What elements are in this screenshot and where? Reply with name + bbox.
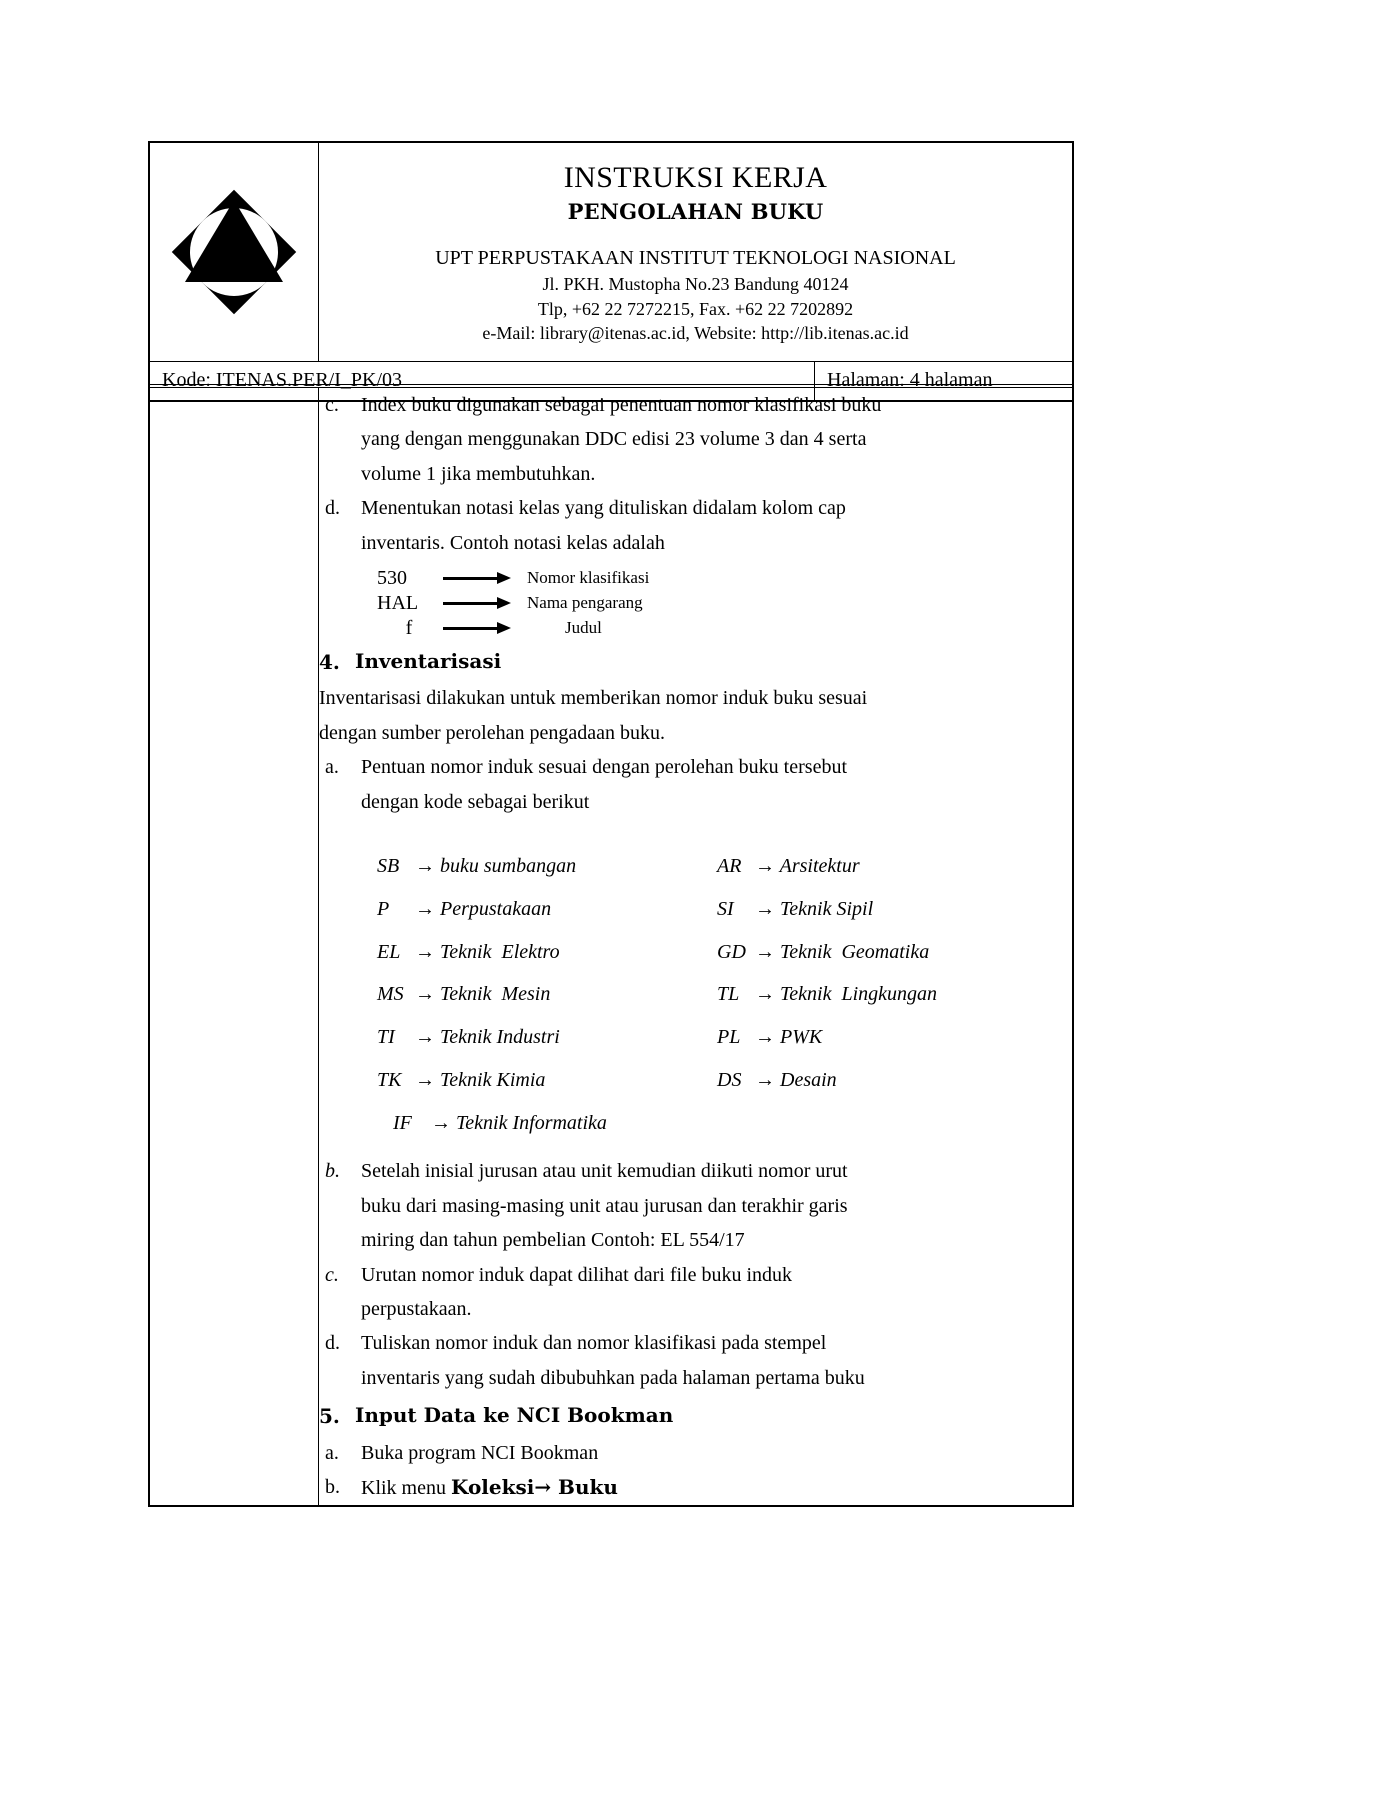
- list-item: [319, 1154, 1072, 1257]
- abbreviation-right: [717, 1059, 1057, 1102]
- list-text: [361, 1470, 1072, 1505]
- abbreviation-left: [377, 1016, 717, 1059]
- abbrev-text: Perpustakaan: [440, 897, 552, 920]
- text-line: Index buku digunakan sebagai penentuan nomor klasifikasi buku: [361, 394, 882, 416]
- abbreviation-left: [377, 931, 717, 974]
- abbrev-code: DS: [717, 1068, 742, 1091]
- list-item: [319, 388, 1072, 491]
- abbreviation-row: [377, 845, 1072, 888]
- list-item: [319, 1470, 1072, 1505]
- abbrev-text: Teknik Elektro: [440, 940, 560, 963]
- document-body-frame: [148, 384, 1074, 1507]
- abbrev-code: SB: [377, 854, 400, 877]
- list-marker: a.: [325, 756, 339, 779]
- abbrev-arrow-icon: →: [755, 854, 775, 877]
- abbrev-arrow-icon: →: [755, 983, 775, 1006]
- abbreviation-left: [377, 1059, 717, 1102]
- text-line: inventaris. Contoh notasi kelas adalah: [361, 531, 665, 554]
- abbreviation-left: [377, 973, 717, 1016]
- document-title: INSTRUKSI KERJA: [563, 161, 828, 195]
- text-line: miring dan tahun pembelian Contoh: EL 554/17: [361, 1229, 745, 1252]
- list-text: [361, 388, 1072, 491]
- abbrev-arrow-icon: →: [415, 1026, 435, 1049]
- text-line: Urutan nomor induk dapat dilihat dari file buku induk: [361, 1263, 793, 1286]
- abbrev-arrow-icon: →: [755, 1068, 775, 1091]
- menu-path-value: Koleksi→ Buku: [451, 1475, 618, 1499]
- notation-value: Nama pengarang: [527, 593, 643, 613]
- abbrev-code: TK: [377, 1068, 402, 1091]
- list-item: [319, 750, 1072, 819]
- list-item: [319, 1326, 1072, 1395]
- section-heading: [319, 1399, 1072, 1433]
- abbrev-arrow-icon: →: [755, 940, 775, 963]
- abbrev-code: IF: [393, 1111, 412, 1134]
- document-header-table: [149, 142, 1073, 362]
- organization-name: UPT PERPUSTAKAAN INSTITUT TEKNOLOGI NASIONAL: [435, 247, 956, 270]
- document-body-table: [149, 387, 1073, 1506]
- list-text: Buka program NCI Bookman: [361, 1441, 599, 1464]
- abbrev-arrow-icon: →: [755, 1026, 775, 1049]
- abbrev-code: P: [377, 897, 390, 920]
- abbrev-arrow-icon: →: [415, 854, 435, 877]
- abbreviation-row: [377, 1102, 1072, 1145]
- logo-cell: [150, 143, 319, 362]
- abbrev-text: Desain: [780, 1068, 837, 1091]
- section-number: 5.: [319, 1404, 340, 1429]
- notation-value: Judul: [565, 618, 602, 638]
- list-marker: b.: [325, 1476, 340, 1498]
- abbrev-text: Teknik Informatika: [456, 1111, 607, 1134]
- list-marker: b.: [325, 1160, 340, 1183]
- list-item: [319, 491, 1072, 560]
- notation-key: HAL: [377, 591, 419, 614]
- abbrev-text: Teknik Geomatika: [780, 940, 930, 963]
- abbrev-code: MS: [377, 983, 404, 1006]
- document-frame: [148, 141, 1074, 402]
- notation-row: [377, 566, 1072, 591]
- organization-phone: Tlp, +62 22 7272215, Fax. +62 22 7202892: [537, 298, 854, 319]
- abbrev-arrow-icon: →: [755, 897, 775, 920]
- text-line: Inventarisasi dilakukan untuk memberikan nomor induk buku sesuai: [319, 687, 868, 710]
- abbrev-code: AR: [717, 854, 742, 877]
- header-row: [150, 143, 1073, 362]
- text-line: Menentukan notasi kelas yang dituliskan didalam kolom cap: [361, 497, 846, 520]
- abbreviation-right: [717, 888, 1057, 931]
- document-page-count: Halaman: 4 halaman: [815, 362, 1073, 401]
- itenas-logo-icon: [171, 189, 297, 315]
- abbreviation-right: [717, 973, 1057, 1016]
- abbrev-code: PL: [717, 1026, 741, 1049]
- abbreviation-right: [733, 1102, 1073, 1145]
- text-line: dengan kode sebagai berikut: [361, 790, 590, 813]
- notation-value: Nomor klasifikasi: [527, 568, 650, 588]
- notation-key: 530: [377, 566, 407, 589]
- text-line: yang dengan menggunakan DDC edisi 23 volume 3 dan 4 serta: [361, 428, 867, 451]
- list-text: [361, 750, 1072, 819]
- abbrev-arrow-icon: →: [415, 940, 435, 963]
- arrow-right-icon: [443, 596, 517, 610]
- logo-triangle-shape: [185, 200, 283, 282]
- abbrev-arrow-icon: →: [415, 897, 435, 920]
- abbreviation-right: [717, 931, 1057, 974]
- section-heading: [319, 645, 1072, 679]
- organization-contact: e-Mail: library@itenas.ac.id, Website: http://lib.itenas.ac.id: [482, 322, 909, 343]
- abbreviation-row: [377, 973, 1072, 1016]
- abbrev-text: Arsitektur: [779, 854, 860, 877]
- arrow-right-icon: [443, 571, 517, 585]
- abbreviation-row: [377, 931, 1072, 974]
- document-code: Kode: ITENAS.PER/I_PK/03: [150, 362, 815, 401]
- title-cell: [319, 143, 1073, 362]
- abbreviation-row: [377, 1059, 1072, 1102]
- abbrev-text: Teknik Mesin: [440, 983, 551, 1006]
- section-number: 4.: [319, 649, 340, 674]
- text-line: Setelah inisial jurusan atau unit kemudian diikuti nomor urut: [361, 1160, 848, 1183]
- section-title: Input Data ke NCI Bookman: [355, 1403, 674, 1428]
- text-line: Tuliskan nomor induk dan nomor klasifikasi pada stempel: [361, 1332, 827, 1355]
- abbrev-text: PWK: [780, 1026, 823, 1049]
- abbreviation-right: [717, 845, 1057, 888]
- abbrev-arrow-icon: →: [415, 983, 435, 1006]
- abbrev-code: TL: [717, 983, 740, 1006]
- abbreviation-left: [377, 845, 717, 888]
- abbrev-text: Teknik Industri: [440, 1026, 560, 1049]
- list-marker: a.: [325, 1441, 339, 1464]
- abbreviation-left: [377, 1102, 733, 1145]
- list-text: [361, 1258, 1072, 1327]
- abbreviation-row: [377, 1016, 1072, 1059]
- notation-key: f: [405, 616, 413, 639]
- notation-row: [377, 591, 1072, 616]
- abbrev-code: GD: [717, 940, 746, 963]
- list-text: [361, 1326, 1072, 1395]
- abbrev-arrow-icon: →: [431, 1111, 451, 1134]
- section-title: Inventarisasi: [355, 648, 502, 673]
- arrow-right-icon: [443, 621, 517, 635]
- abbrev-text: buku sumbangan: [440, 854, 577, 877]
- menu-path-prefix: Klik menu: [361, 1477, 451, 1499]
- text-line: buku dari masing-masing unit atau jurusan dan terakhir garis: [361, 1194, 848, 1217]
- notation-row: [377, 616, 1072, 641]
- body-gutter-cell: [150, 388, 319, 1506]
- organization-address: Jl. PKH. Mustopha No.23 Bandung 40124: [542, 274, 849, 295]
- text-line: inventaris yang sudah dibubuhkan pada halaman pertama buku: [361, 1366, 865, 1389]
- list-marker: d.: [325, 497, 340, 520]
- list-marker: d.: [325, 1332, 340, 1355]
- abbrev-text: Teknik Lingkungan: [780, 983, 938, 1006]
- body-row: [150, 388, 1073, 1506]
- list-text: [361, 1154, 1072, 1257]
- section-paragraph: [319, 681, 1072, 750]
- abbrev-code: TI: [377, 1026, 395, 1049]
- abbreviation-right: [717, 1016, 1057, 1059]
- abbrev-code: EL: [377, 940, 401, 963]
- text-line: volume 1 jika membutuhkan.: [361, 462, 596, 485]
- list-marker: c.: [325, 1263, 339, 1286]
- text-line: dengan sumber perolehan pengadaan buku.: [319, 721, 665, 744]
- document-subtitle: PENGOLAHAN BUKU: [567, 199, 824, 225]
- list-item: [319, 1436, 1072, 1470]
- abbreviation-list: [319, 845, 1072, 1145]
- list-item: [319, 1258, 1072, 1327]
- body-content-cell: [319, 388, 1073, 1506]
- list-marker: c.: [325, 394, 339, 416]
- text-line: perpustakaan.: [361, 1298, 472, 1321]
- list-text: [361, 491, 1072, 560]
- abbrev-code: SI: [717, 897, 734, 920]
- abbrev-text: Teknik Kimia: [440, 1068, 546, 1091]
- abbreviation-left: [377, 888, 717, 931]
- text-line: Pentuan nomor induk sesuai dengan perolehan buku tersebut: [361, 756, 847, 779]
- notation-diagram: [319, 566, 1072, 641]
- abbreviation-row: [377, 888, 1072, 931]
- abbrev-arrow-icon: →: [415, 1068, 435, 1091]
- abbrev-text: Teknik Sipil: [780, 897, 874, 920]
